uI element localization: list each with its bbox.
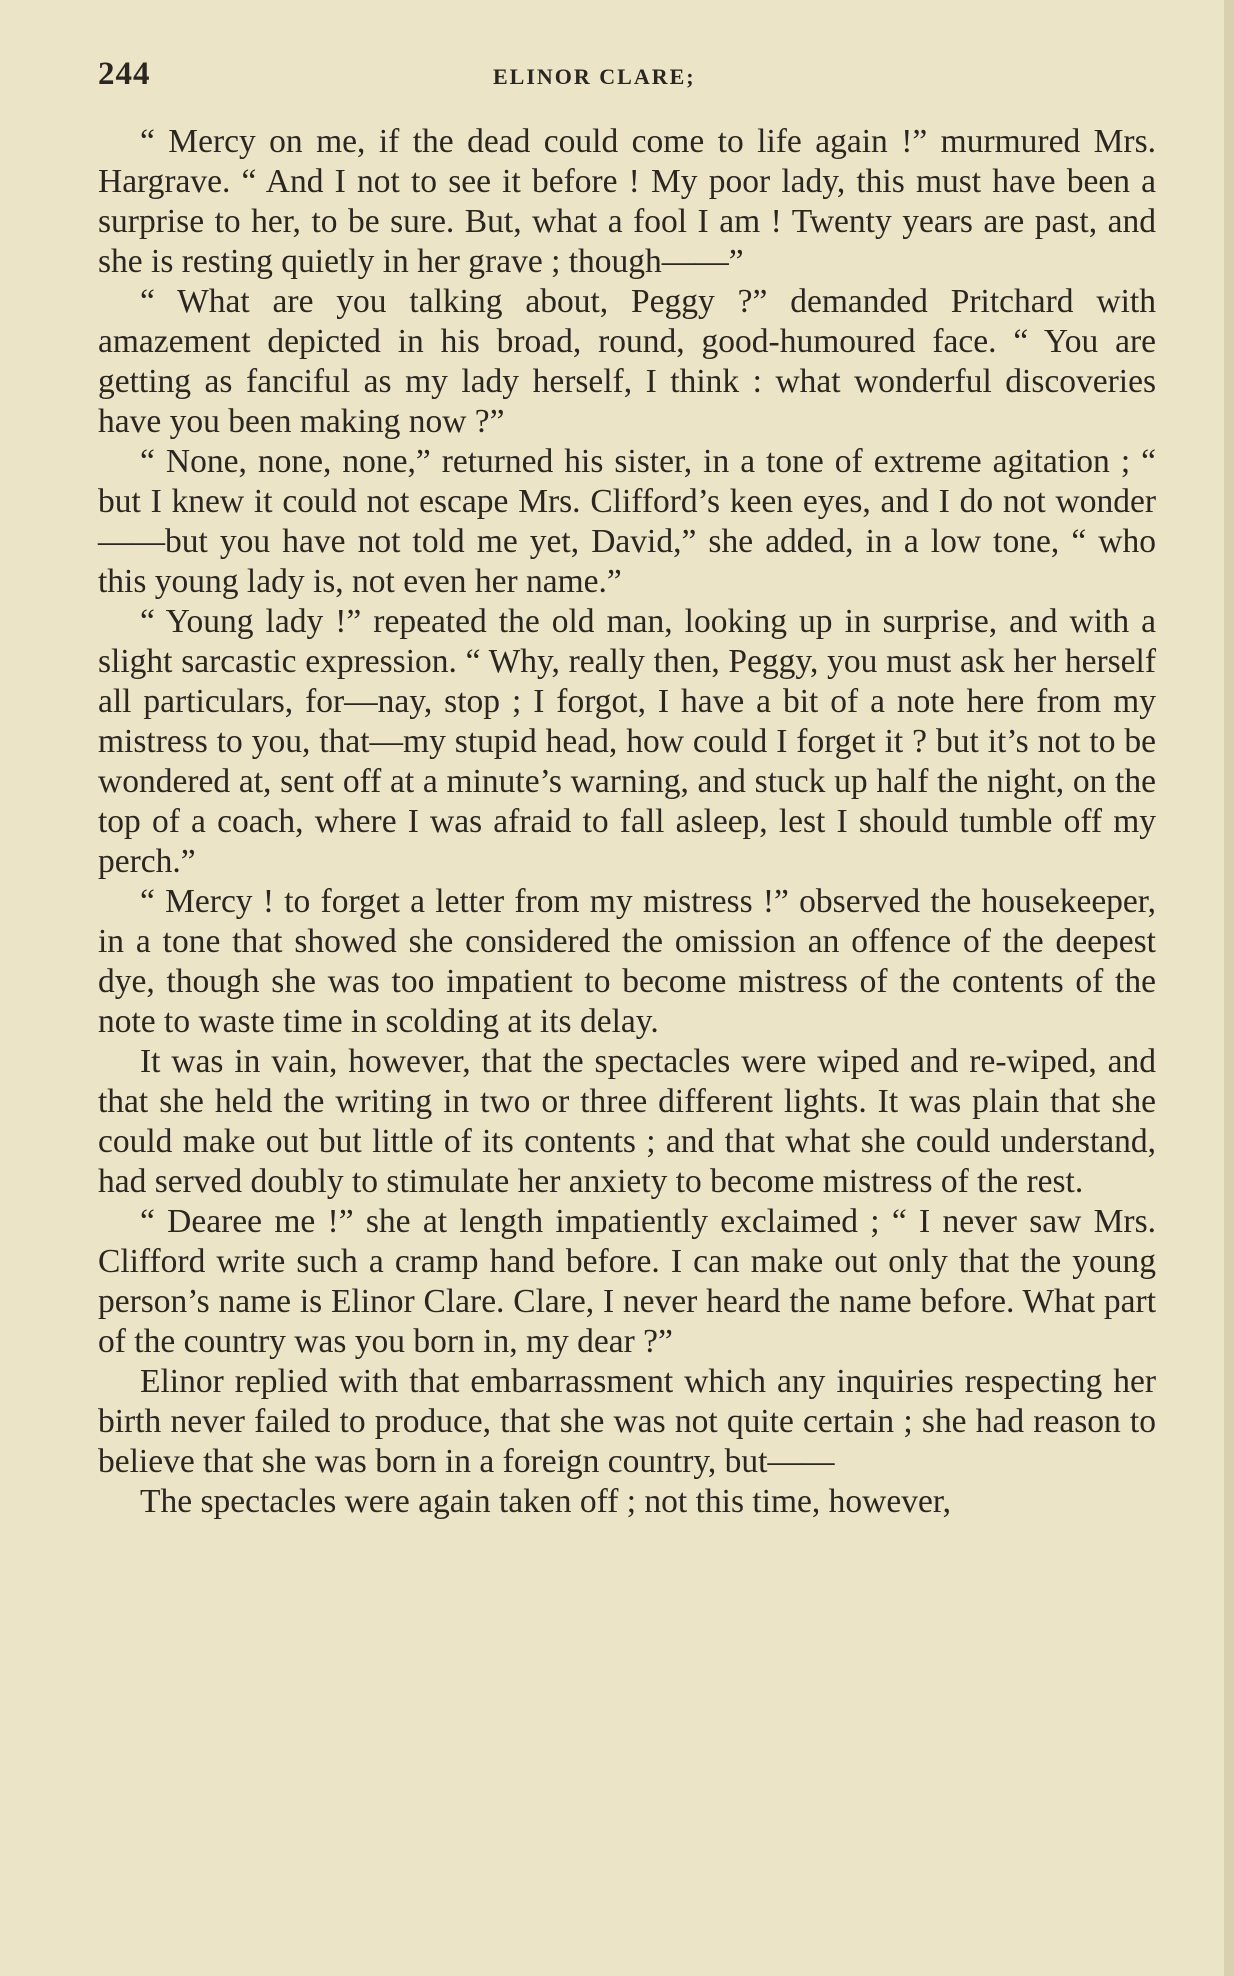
paragraph: Elinor replied with that embarrassment which any inquiries respecting her birth never failed to produce, that she was not quite certain ; she had reason to believe that she was born in a foreign country, but—— — [98, 1363, 1156, 1480]
body-text — [98, 122, 1156, 1522]
page-number: 244 — [98, 56, 151, 92]
paragraph: “ What are you talking about, Peggy ?” demanded Pritchard with amazement depicted in his broad, round, good-humoured face. “ You are getting as fanciful as my lady herself, I think : what wonderful discoveries have you been making now ?” — [98, 283, 1156, 440]
page-header — [98, 56, 1158, 106]
paragraph: The spectacles were again taken off ; not this time, however, — [140, 1483, 952, 1520]
paragraph: “ None, none, none,” returned his sister, in a tone of extreme agitation ; “ but I knew it could not escape Mrs. Clifford’s keen eyes, and I do not wonder——but you have not told me yet, David,” she added, in a low tone, “ who this young lady is, not even her name.” — [98, 443, 1156, 600]
paragraph: “ Mercy on me, if the dead could come to life again !” murmured Mrs. Hargrave. “ And I not to see it before ! My poor lady, this must have been a surprise to her, to be sure. But, what a fool I am ! Twenty years are past, and she is resting quietly in her grave ; though——” — [98, 123, 1156, 280]
paragraph: “ Dearee me !” she at length impatiently exclaimed ; “ I never saw Mrs. Clifford write such a cramp hand before. I can make out only that the young person’s name is Elinor Clare. Clare, I never heard the name before. What part of the country was you born in, my dear ?” — [98, 1203, 1156, 1360]
page-edge-shadow — [1224, 0, 1234, 1976]
paragraph: “ Mercy ! to forget a letter from my mistress !” observed the housekeeper, in a tone that showed she considered the omission an offence of the deepest dye, though she was too impatient to become mistress of the contents of the note to waste time in scolding at its delay. — [98, 883, 1156, 1040]
paragraph: “ Young lady !” repeated the old man, looking up in surprise, and with a slight sarcastic expression. “ Why, really then, Peggy, you must ask her herself all particulars, for—nay, stop ; I forgot, I have a bit of a note here from my mistress to you, that—my stupid head, how could I forget it ? but it’s not to be wondered at, sent off at a minute’s warning, and stuck up half the night, on the top of a coach, where I was afraid to fall asleep, lest I should tumble off my perch.” — [98, 603, 1156, 880]
paragraph: It was in vain, however, that the spectacles were wiped and re-wiped, and that she held the writing in two or three different lights. It was plain that she could make out but little of its contents ; and that what she could understand, had served doubly to stimulate her anxiety to become mistress of the rest. — [98, 1043, 1156, 1200]
running-head: ELINOR CLARE; — [493, 64, 696, 89]
